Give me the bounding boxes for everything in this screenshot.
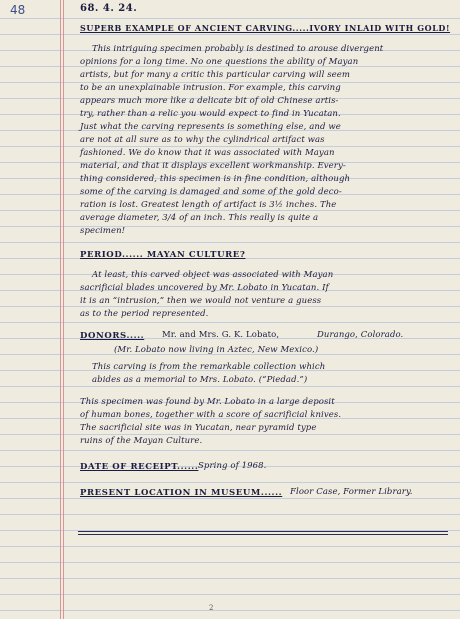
location-heading: PRESENT LOCATION IN MUSEUM...... — [80, 488, 283, 498]
closing-rule — [78, 534, 448, 535]
description-line: artists, but for many a critic this particular carving will seem — [80, 70, 351, 80]
description-line: average diameter, 3/4 of an inch. This really is quite a — [80, 213, 319, 223]
receipt-heading: DATE OF RECEIPT...... — [80, 462, 199, 472]
donor-location: Durango, Colorado. — [317, 330, 404, 340]
entry-title: SUPERB EXAMPLE OF ANCIENT CARVING.....IVORY INLAID WITH GOLD! — [80, 23, 451, 33]
period-line: it is an “intrusion,” then we would not venture a guess — [80, 296, 322, 306]
description-line: thing considered, this specimen is in fine condition, although — [80, 174, 351, 184]
period-line: as to the period represented. — [80, 309, 209, 319]
period-line: At least, this carved object was associated with Mayan — [92, 270, 334, 280]
description-line: Just what the carving represents is something else, and we — [80, 122, 341, 132]
description-line: material, and that it displays excellent workmanship. Every- — [80, 161, 346, 171]
find-line: This specimen was found by Mr. Lobato in a large deposit — [80, 397, 335, 407]
find-line: The sacrificial site was in Yucatan, near pyramid type — [80, 423, 317, 433]
period-heading: PERIOD...... MAYAN CULTURE? — [80, 250, 246, 260]
description-line: appears much more like a delicate bit of old Chinese artis- — [80, 96, 339, 106]
footer-mark: 2 — [209, 604, 214, 612]
description-line: opinions for a long time. No one questions the ability of Mayan — [80, 57, 359, 67]
memorial-line: abides as a memorial to Mrs. Lobato. (“Piedad.”) — [92, 375, 308, 385]
closing-rule — [78, 531, 448, 532]
location-value: Floor Case, Former Library. — [290, 487, 413, 497]
page-number: 48 — [10, 3, 26, 17]
description-line: specimen! — [80, 226, 126, 236]
donor-names: Mr. and Mrs. G. K. Lobato, — [162, 330, 280, 340]
description-line: This intriguing specimen probably is destined to arouse divergent — [92, 44, 384, 54]
donors-heading: DONORS..... — [80, 331, 145, 341]
description-line: ration is lost. Greatest length of artifact is 3½ inches. The — [80, 200, 337, 210]
description-line: fashioned. We do know that it was associated with Mayan — [80, 148, 335, 158]
period-line: sacrificial blades uncovered by Mr. Lobato in Yucatan. If — [80, 283, 329, 293]
catalog-number: 68. 4. 24. — [80, 3, 138, 14]
memorial-line: This carving is from the remarkable collection which — [92, 362, 326, 372]
margin-line — [63, 0, 64, 619]
margin-line — [60, 0, 61, 619]
description-line: some of the carving is damaged and some of the gold deco- — [80, 187, 342, 197]
description-line: try, rather than a relic you would expect to find in Yucatan. — [80, 109, 341, 119]
receipt-date: Spring of 1968. — [198, 461, 267, 471]
description-line: to be an unexplainable intrusion. For example, this carving — [80, 83, 341, 93]
description-line: are not at all sure as to why the cylindrical artifact was — [80, 135, 325, 145]
donor-note: (Mr. Lobato now living in Aztec, New Mexico.) — [114, 345, 319, 355]
find-line: of human bones, together with a score of sacrificial knives. — [80, 410, 342, 420]
find-line: ruins of the Mayan Culture. — [80, 436, 203, 446]
